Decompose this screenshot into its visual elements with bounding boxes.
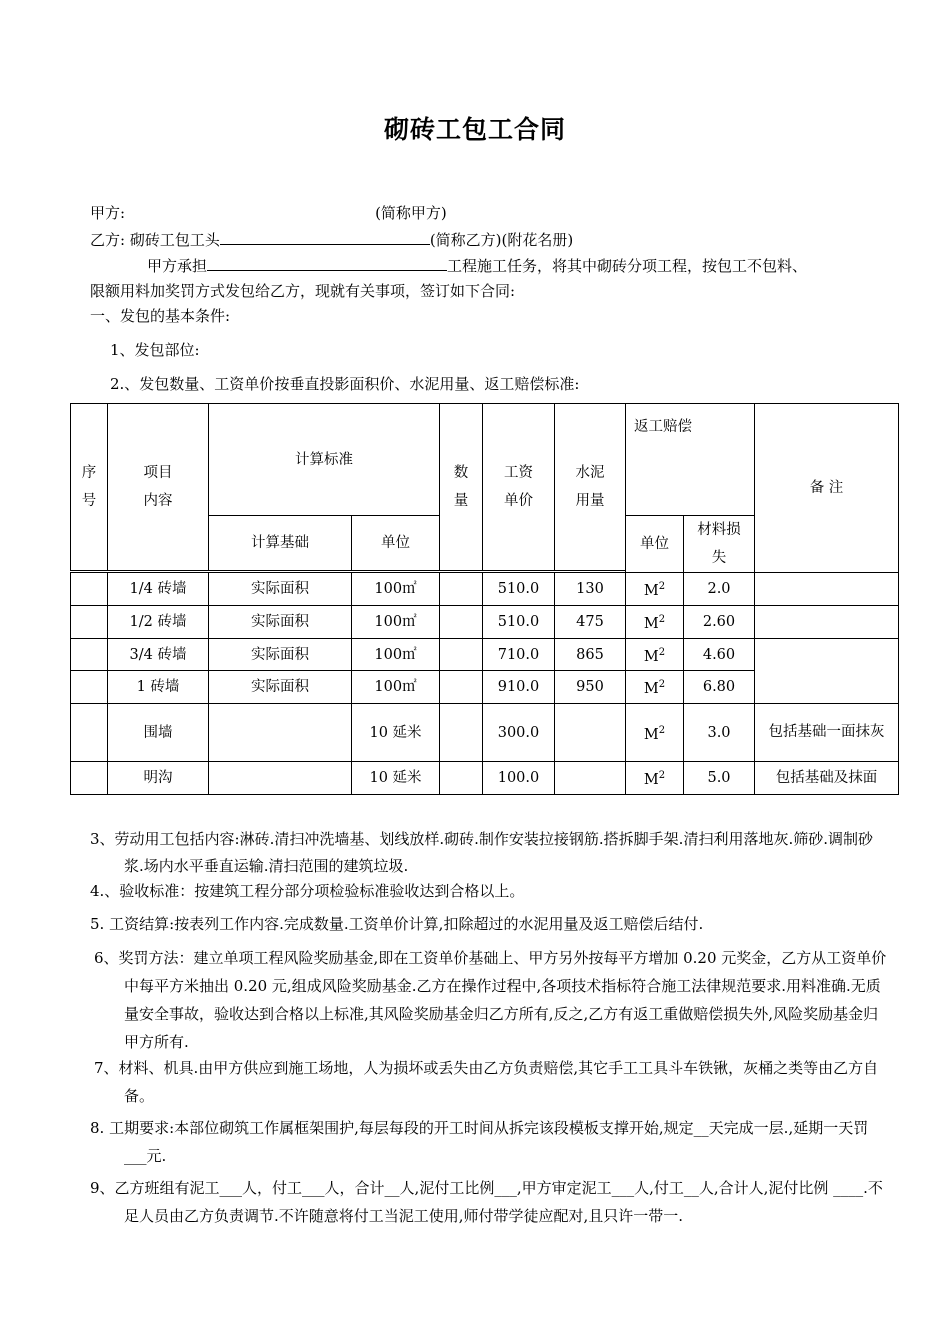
header-qty: 数量 [440, 404, 483, 571]
party-a-note: (简称甲方) [375, 204, 447, 222]
section-1-heading: 一、发包的基本条件: [90, 307, 231, 325]
item-1: 1、发包部位: [110, 341, 200, 359]
table-row: 明沟 10 延米 100.0 $M^2$ 5.0 包括基础及抹面 [71, 762, 899, 795]
table-row: 1/2 砖墙 实际面积 100㎡ 510.0 475 $M^2$ 2.60 [71, 605, 899, 638]
header-compensation: 返工赔偿 [626, 404, 755, 516]
intro-line-1 [147, 254, 807, 277]
clause-4: 4.、验收标准：按建筑工程分部分项检验标准验收达到合格以上。 [90, 882, 525, 900]
header-calc-standard: 计算标准 [209, 404, 440, 516]
header-seq: 序号 [71, 404, 108, 571]
party-b-label: 乙方: 砌砖工包工头 [90, 231, 220, 249]
header-item: 项目内容 [108, 404, 209, 571]
intro-suffix: 工程施工任务，将其中砌砖分项工程，按包工不包料、 [447, 257, 808, 275]
header-material-loss: 材料损失 [684, 516, 755, 573]
contractor-name-blank[interactable] [220, 228, 430, 245]
table-row: 1/4 砖墙 实际面积 100㎡ 510.0 130 $M^2$ 2.0 [71, 573, 899, 606]
party-b-note: (简称乙方)(附花名册) [429, 231, 574, 249]
party-b-line [90, 228, 573, 251]
party-a-label: 甲方: [90, 204, 126, 222]
table-row: 围墙 10 延米 300.0 $M^2$ 3.0 包括基础一面抹灰 [71, 704, 899, 762]
header-comp-unit: 单位 [626, 516, 684, 573]
page-title: 砌砖工包工合同 [383, 115, 566, 144]
clause-6: 6、奖罚方法：建立单项工程风险奖励基金,即在工资单价基础上、甲方另外按每平方增加 0.20 元奖金，乙方从工资单价中每平方米抽出 0.20 元,组成风险奖励基金.乙方在操作过程中,各项技术指标符合施工法律规范要求.用料准确.无质量安全事故，验收达到合格以上标准,其风险奖励基金归乙方所有,反之,乙方有返工重做赔偿损失外,风险奖励基金归甲方所有. [94, 949, 887, 1051]
header-price: 工资单价 [483, 404, 555, 571]
item-2: 2.、发包数量、工资单价按垂直投影面积价、水泥用量、返工赔偿标准: [110, 375, 580, 393]
table-row: 3/4 砖墙 实际面积 100㎡ 710.0 865 $M^2$ 4.60 [71, 638, 899, 671]
party-a-line [90, 202, 447, 224]
clause-9: 9、乙方班组有泥工___人，付工___人，合计__人,泥付工比例___,甲方审定泥工___人,付工__人,合计人,泥付比例 ____.不足人员由乙方负责调节.不许随意将付工当泥工使用,师付带学徒应配对,且只许一带一. [90, 1179, 883, 1225]
clause-5: 5. 工资结算:按表列工作内容.完成数量.工资单价计算,扣除超过的水泥用量及返工赔偿后结付. [90, 915, 704, 933]
header-remark: 备 注 [755, 404, 899, 573]
rate-table [70, 403, 899, 795]
header-cement: 水泥用量 [555, 404, 626, 571]
header-calc-unit: 单位 [352, 516, 440, 571]
clause-8: 8. 工期要求:本部位砌筑工作属框架围护,每层每段的开工时间从拆完该段模板支撑开始,规定__天完成一层.,延期一天罚___元. [90, 1119, 869, 1165]
project-name-blank[interactable] [207, 254, 447, 271]
clause-3: 3、劳动用工包括内容:淋砖.清扫冲洗墙基、划线放样.砌砖.制作安装拉接钢筋.搭拆脚手架.清扫利用落地灰.筛砂.调制砂浆.场内水平垂直运输.清扫范围的建筑垃圾. [90, 830, 873, 875]
clause-7: 7、材料、机具.由甲方供应到施工场地，人为损坏或丢失由乙方负责赔偿,其它手工工具斗车铁锹，灰桶之类等由乙方自备。 [94, 1059, 879, 1105]
header-calc-basis: 计算基础 [209, 516, 352, 571]
table-row: 1 砖墙 实际面积 100㎡ 910.0 950 $M^2$ 6.80 [71, 671, 899, 704]
intro-line-2: 限额用料加奖罚方式发包给乙方，现就有关事项，签订如下合同: [90, 282, 516, 300]
intro-prefix: 甲方承担 [147, 257, 208, 275]
